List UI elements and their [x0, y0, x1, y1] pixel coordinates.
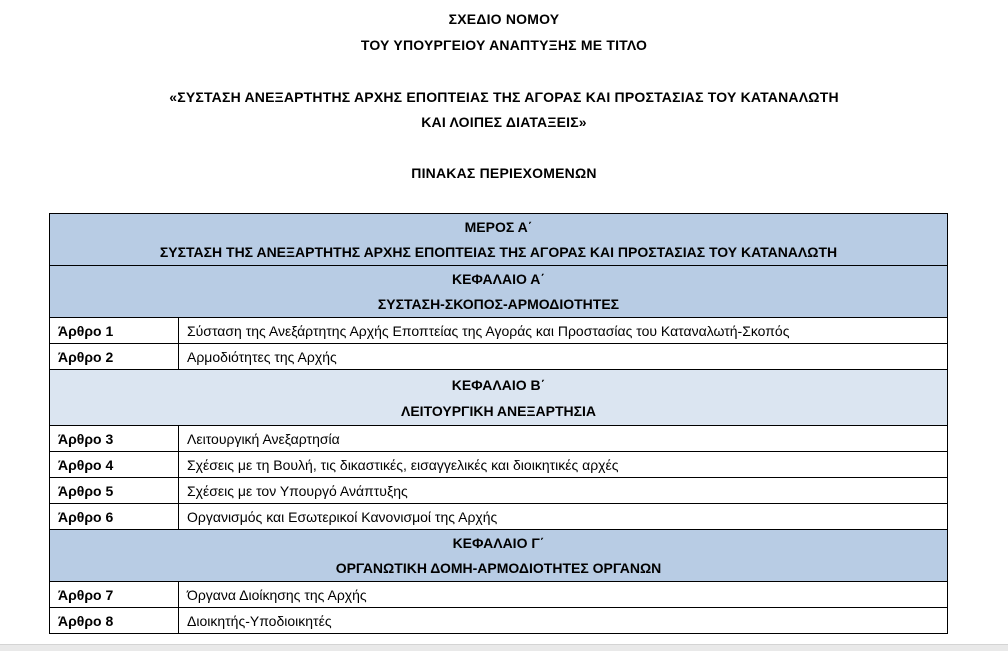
article-number: Άρθρο 2 [50, 344, 179, 370]
part-title: ΣΥΣΤΑΣΗ ΤΗΣ ΑΝΕΞΑΡΤΗΤΗΣ ΑΡΧΗΣ ΕΠΟΠΤΕΙΑΣ ΤΗΣ ΑΓΟΡΑΣ ΚΑΙ ΠΡΟΣΤΑΣΙΑΣ ΤΟΥ ΚΑΤΑΝΑΛΩΤΗ [159, 243, 838, 260]
article-number: Άρθρο 6 [50, 504, 179, 530]
chapter-header-row [50, 370, 948, 426]
chapter-header-cell [50, 530, 948, 582]
article-number: Άρθρο 1 [50, 318, 179, 344]
chapter-label: ΚΕΦΑΛΑΙΟ Γ΄ [452, 534, 545, 551]
table-row [50, 478, 948, 504]
table-row [50, 426, 948, 452]
part-label: ΜΕΡΟΣ Α΄ [464, 218, 533, 235]
chapter-title: ΛΕΙΤΟΥΡΓΙΚΗ ΑΝΕΞΑΡΤΗΣΙΑ [401, 402, 597, 419]
table-row [50, 452, 948, 478]
toc-heading: ΠΙΝΑΚΑΣ ΠΕΡΙΕΧΟΜΕΝΩΝ [411, 165, 597, 181]
article-title: Διοικητής-Υποδιοικητές [179, 608, 948, 634]
chapter-header-cell [50, 266, 948, 318]
article-number: Άρθρο 7 [50, 582, 179, 608]
article-title: Σχέσεις με τον Υπουργό Ανάπτυξης [179, 478, 948, 504]
part-header-cell [50, 214, 948, 266]
article-number: Άρθρο 4 [50, 452, 179, 478]
chapter-title: ΟΡΓΑΝΩΤΙΚΗ ΔΟΜΗ-ΑΡΜΟΔΙΟΤΗΤΕΣ ΟΡΓΑΝΩΝ [335, 559, 662, 576]
chapter-header-cell [50, 370, 948, 426]
chapter-label: ΚΕΦΑΛΑΙΟ Α΄ [451, 270, 546, 287]
article-title: Αρμοδιότητες της Αρχής [179, 344, 948, 370]
doc-heading-draft-law: ΣΧΕΔΙΟ ΝΟΜΟΥ [448, 11, 560, 27]
table-row [50, 504, 948, 530]
article-number: Άρθρο 3 [50, 426, 179, 452]
article-number: Άρθρο 5 [50, 478, 179, 504]
chapter-header-row [50, 266, 948, 318]
chapter-header-row [50, 530, 948, 582]
article-title: Σχέσεις με τη Βουλή, τις δικαστικές, εισαγγελικές και διοικητικές αρχές [179, 452, 948, 478]
article-title: Οργανισμός και Εσωτερικοί Κανονισμοί της Αρχής [179, 504, 948, 530]
table-row [50, 318, 948, 344]
chapter-title: ΣΥΣΤΑΣΗ-ΣΚΟΠΟΣ-ΑΡΜΟΔΙΟΤΗΤΕΣ [377, 295, 620, 312]
table-row [50, 344, 948, 370]
doc-heading-title-line-1: «ΣΥΣΤΑΣΗ ΑΝΕΞΑΡΤΗΤΗΣ ΑΡΧΗΣ ΕΠΟΠΤΕΙΑΣ ΤΗΣ ΑΓΟΡΑΣ ΚΑΙ ΠΡΟΣΤΑΣΙΑΣ ΤΟΥ ΚΑΤΑΝΑΛΩΤΗ [169, 89, 839, 105]
doc-heading-ministry: ΤΟΥ ΥΠΟΥΡΓΕΙΟΥ ΑΝΑΠΤΥΞΗΣ ΜΕ ΤΙΤΛΟ [360, 37, 648, 53]
chapter-label: ΚΕΦΑΛΑΙΟ Β΄ [451, 376, 546, 393]
doc-heading-title-line-2: ΚΑΙ ΛΟΙΠΕΣ ΔΙΑΤΑΞΕΙΣ» [421, 114, 587, 130]
article-number: Άρθρο 8 [50, 608, 179, 634]
table-row [50, 608, 948, 634]
table-of-contents [49, 213, 948, 634]
article-title: Σύσταση της Ανεξάρτητης Αρχής Εποπτείας της Αγοράς και Προστασίας του Καταναλωτή-Σκοπός [179, 318, 948, 344]
article-title: Όργανα Διοίκησης της Αρχής [179, 582, 948, 608]
part-header-row [50, 214, 948, 266]
table-row [50, 582, 948, 608]
article-title: Λειτουργική Ανεξαρτησία [179, 426, 948, 452]
